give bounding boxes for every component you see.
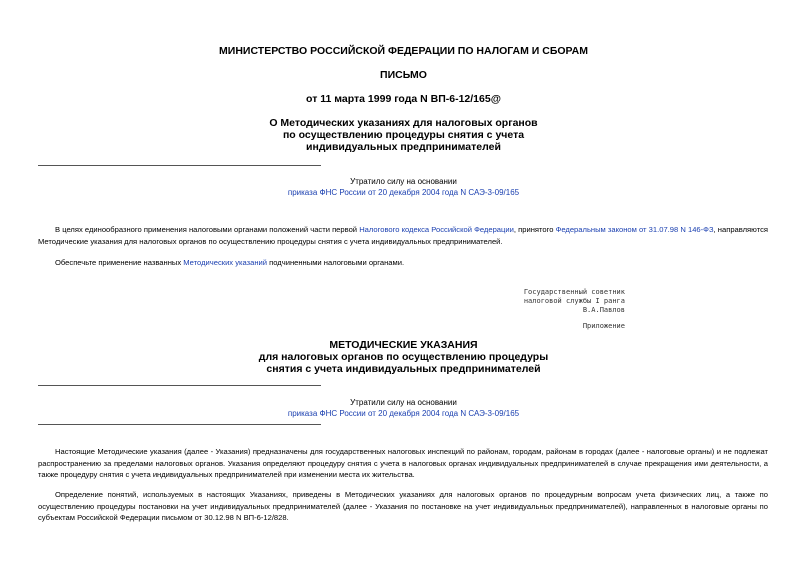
guidelines-link[interactable]: Методических указаний [183,258,268,267]
signature-title-2: налоговой службы I ранга [523,297,625,305]
document-subject-line-2: по осуществлению процедуры снятия с учета [282,129,525,141]
guidelines-title: МЕТОДИЧЕСКИЕ УКАЗАНИЯ [329,339,478,351]
paragraph-purpose: Настоящие Методические указания (далее - Указания) предназначены для государственных налоговых инспекций по районам, городам, районам в городах (далее - налоговые органы) и не подлежат распространению за пределами налоговых органов. Указания определяют процедуру снятия с учета в налоговых органах индивидуальных предпринимателей в случае прекращения ими деятельности, а также процедуру снятия с учета индивидуальных предпринимателей при изменении места их жительства. [38,447,768,480]
ministry-heading: МИНИСТЕРСТВО РОССИЙСКОЙ ФЕДЕРАЦИИ ПО НАЛОГАМ И СБОРАМ [219,45,588,57]
guidelines-subtitle-2: снятия с учета индивидуальных предпринимателей [266,363,541,375]
signature-title-1: Государственный советник [523,288,625,296]
document-subject-line-3: индивидуальных предпринимателей [306,141,501,153]
separator-rule [38,424,321,425]
repeal-order-link[interactable]: приказа ФНС России от 20 декабря 2004 года N САЭ-3-09/165 [287,188,520,197]
tax-code-link[interactable]: Налогового кодекса Российской Федерации [359,225,514,234]
document-type: ПИСЬМО [380,69,427,81]
repeal-order-link[interactable]: приказа ФНС России от 20 декабря 2004 года N САЭ-3-09/165 [287,409,520,418]
status-notice: Утратило силу на основании [350,177,457,186]
signature-name: В.А.Павлов [582,306,625,314]
paragraph-text: , принятого [513,225,556,234]
separator-rule [38,385,321,386]
document-date-number: от 11 марта 1999 года N ВП-6-12/165@ [306,93,501,105]
paragraph-text: В целях единообразного применения налоговыми органами положений части первой [55,225,360,234]
appendix-label: Приложение [582,322,625,330]
document-subject-line-1: О Методических указаниях для налоговых органов [269,117,538,129]
paragraph-definitions: Определение понятий, используемых в настоящих Указаниях, приведены в Методических указаниях для налоговых органов по процедурным вопросам учета физических лиц, а также по осуществлению процедуры постановки на учет индивидуальных предпринимателей (далее - Указания по постановке на учет индивидуальных предпринимателей), направленных в налоговые органы по субъектам Российской Федерации письмом от 30.12.98 N ВП-6-12/828. [38,490,768,523]
paragraph-text: подчиненными налоговыми органами. [267,258,405,267]
federal-law-link[interactable]: Федеральным законом от 31.07.98 N 146-ФЗ [555,225,714,234]
paragraph-text: , направляются Методические указания для налоговых органов по осуществлению процедуры снятия с учета индивидуальных предпринимателей. [38,225,768,246]
guidelines-subtitle-1: для налоговых органов по осуществлению процедуры [258,351,549,363]
paragraph-text: Обеспечьте применение названных [55,258,184,267]
paragraph-instruction [38,257,768,269]
paragraph-intro [38,224,768,247]
separator-rule [38,165,321,166]
status-notice: Утратили силу на основании [350,398,457,407]
